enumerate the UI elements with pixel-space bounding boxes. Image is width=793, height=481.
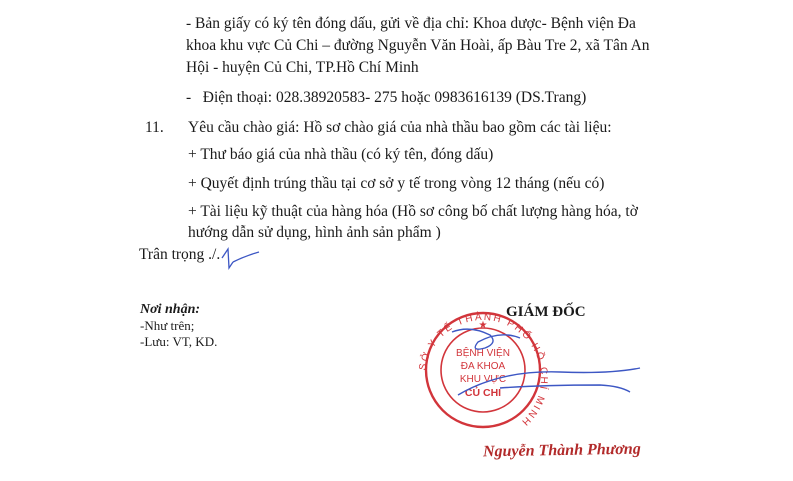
phone-bullet: - — [186, 89, 192, 106]
svg-text:SỞ Y TẾ THÀNH PHỐ HỒ CHÍ MINH — [417, 310, 550, 429]
recipient-item: -Như trên; — [140, 318, 195, 333]
requirement-1: + Thư báo giá của nhà thầu (có ký tên, đóng dấu) — [188, 146, 494, 163]
director-signature — [452, 329, 640, 395]
item-11-text: Yêu cầu chào giá: Hồ sơ chào giá của nhà thầu bao gồm các tài liệu: — [188, 119, 612, 136]
signoff-initial-mark — [222, 249, 259, 268]
stamp-star-icon: ★ — [478, 320, 488, 331]
delivery-text-1: Bản giấy có ký tên đóng dấu, gửi về địa chỉ: Khoa dược- Bệnh viện Đa — [195, 15, 636, 32]
stamp-ring-text: SỞ Y TẾ THÀNH PHỐ HỒ CHÍ MINH — [417, 311, 550, 429]
director-name: Nguyễn Thành Phương — [482, 440, 641, 461]
delivery-line-3: Hội - huyện Củ Chi, TP.Hồ Chí Minh — [186, 59, 419, 76]
delivery-line-2: khoa khu vực Củ Chi – đường Nguyễn Văn Hoài, ấp Bàu Tre 2, xã Tân An — [186, 37, 650, 54]
tech-docs-line-2: hướng dẫn sử dụng, hình ảnh sản phẩm ) — [188, 224, 441, 241]
stamp-center-line: BỆNH VIỆN — [456, 348, 510, 359]
phone-line — [186, 88, 586, 108]
stamp-center-line: KHU VỰC — [459, 374, 507, 385]
item-11-number: 11. — [145, 119, 164, 136]
stamp-center-line: CỦ CHI — [464, 387, 502, 399]
delivery-line-1 — [186, 14, 636, 34]
delivery-bullet: - — [186, 15, 192, 32]
signoff: Trân trọng ./. — [139, 246, 221, 263]
director-title: GIÁM ĐỐC — [506, 304, 586, 320]
tech-docs-line-1: + Tài liệu kỹ thuật của hàng hóa (Hồ sơ công bố chất lượng hàng hóa, tờ — [188, 203, 638, 220]
recipients-title: Nơi nhận: — [140, 302, 201, 317]
stamp-center-line: ĐA KHOA — [460, 361, 506, 372]
hospital-stamp — [417, 310, 550, 429]
requirement-2: + Quyết định trúng thầu tại cơ sở y tế trong vòng 12 tháng (nếu có) — [188, 175, 605, 192]
recipient-item: -Lưu: VT, KD. — [140, 334, 218, 349]
phone-text: Điện thoại: 028.38920583- 275 hoặc 0983616139 (DS.Trang) — [202, 89, 587, 106]
